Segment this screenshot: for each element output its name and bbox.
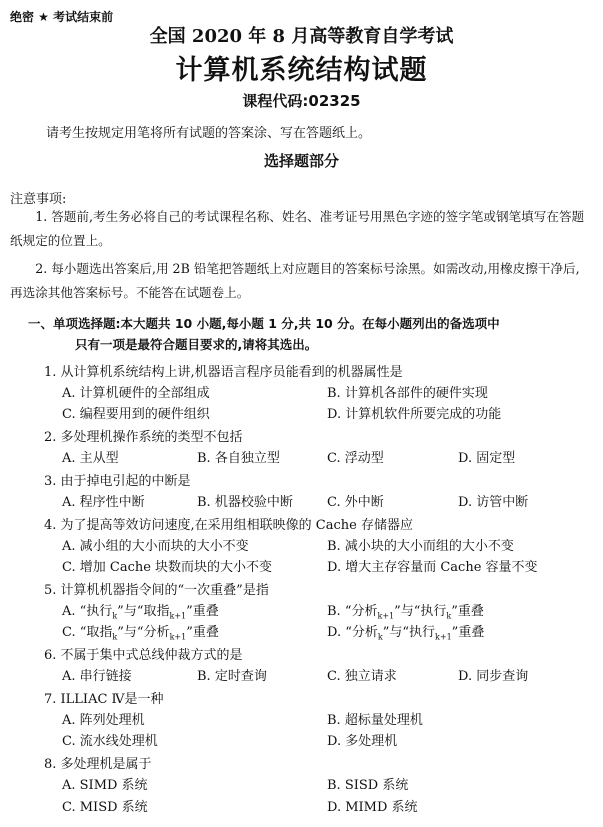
section-title: 选择题部分 <box>263 152 339 170</box>
option: C. 编程要用到的硬件组织 <box>62 407 210 422</box>
notice-title: 注意事项: <box>10 192 67 207</box>
option: A. 减小组的大小而块的大小不变 <box>62 539 249 554</box>
option: D. 计算机软件所要完成的功能 <box>327 407 502 422</box>
subject-title: 计算机系统结构试题 <box>175 55 428 86</box>
option: B. 机器校验中断 <box>197 495 293 510</box>
option: D. 增大主存容量而 Cache 容量不变 <box>327 560 538 575</box>
option: A. 阵列处理机 <box>62 713 145 728</box>
secret-label: 绝密 ★ 考试结束前 <box>10 10 114 24</box>
part-heading-continued: 只有一项是最符合题目要求的,请将其选出。 <box>75 337 318 352</box>
option: A. 程序性中断 <box>62 495 145 510</box>
question-stem: 3. 由于掉电引起的中断是 <box>44 474 191 489</box>
option: D. 多处理机 <box>327 734 398 749</box>
question-stem: 4. 为了提高等效访问速度,在采用组相联映像的 Cache 存储器应 <box>44 518 413 533</box>
question-stem: 2. 多处理机操作系统的类型不包括 <box>44 430 243 445</box>
option: C. “取指$_k$”与“分析$_{k+1}$”重叠 <box>62 625 219 642</box>
question-stem: 8. 多处理机是属于 <box>44 757 152 772</box>
option: D. MIMD 系统 <box>327 800 418 815</box>
option: A. “执行$_k$”与“取指$_{k+1}$”重叠 <box>62 604 219 621</box>
option: A. 主从型 <box>62 451 119 466</box>
option: B. SISD 系统 <box>327 778 409 793</box>
option: C. MISD 系统 <box>62 800 148 815</box>
option: B. “分析$_{k+1}$”与“执行$_k$”重叠 <box>327 604 484 621</box>
option: A. 计算机硬件的全部组成 <box>62 386 210 401</box>
option: D. 访管中断 <box>458 495 529 510</box>
part-heading: 一、单项选择题:本大题共 10 小题,每小题 1 分,共 10 分。在每小题列出的备选项中 <box>28 316 500 331</box>
question-stem: 1. 从计算机系统结构上讲,机器语言程序员能看到的机器属性是 <box>44 365 403 380</box>
option: D. 固定型 <box>458 451 516 466</box>
option: B. 定时查询 <box>197 669 267 684</box>
option: C. 增加 Cache 块数而块的大小不变 <box>62 560 273 575</box>
option: B. 减小块的大小而组的大小不变 <box>327 539 514 554</box>
instruction-text: 请考生按规定用笔将所有试题的答案涂、写在答题纸上。 <box>46 126 372 141</box>
option: C. 外中断 <box>327 495 384 510</box>
option: A. SIMD 系统 <box>62 778 148 793</box>
notice-item: 2. 每小题选出答案后,用 2B 铅笔把答题纸上对应题目的答案标号涂黑。如需改动,用橡皮擦干净后,再选涂其他答案标号。不能答在试题卷上。 <box>10 261 580 300</box>
option: C. 独立请求 <box>327 669 397 684</box>
question-stem: 5. 计算机机器指令间的“一次重叠”是指 <box>44 583 269 598</box>
exam-title: 全国 2020 年 8 月高等教育自学考试 <box>149 26 454 47</box>
option: B. 超标量处理机 <box>327 713 423 728</box>
question-stem: 7. ILLIAC Ⅳ是一种 <box>44 692 164 707</box>
option: B. 各自独立型 <box>197 451 280 466</box>
option: D. “分析$_k$”与“执行$_{k+1}$”重叠 <box>327 625 485 642</box>
option: D. 同步查询 <box>458 669 529 684</box>
option: C. 流水线处理机 <box>62 734 158 749</box>
course-code: 课程代码:02325 <box>242 92 361 110</box>
option: C. 浮动型 <box>327 451 384 466</box>
question-stem: 6. 不属于集中式总线仲裁方式的是 <box>44 648 243 663</box>
notice-item: 1. 答题前,考生务必将自己的考试课程名称、姓名、准考证号用黑色字迹的签字笔或钢笔填写在答题纸规定的位置上。 <box>10 209 585 248</box>
option: A. 串行链接 <box>62 669 132 684</box>
option: B. 计算机各部件的硬件实现 <box>327 386 488 401</box>
